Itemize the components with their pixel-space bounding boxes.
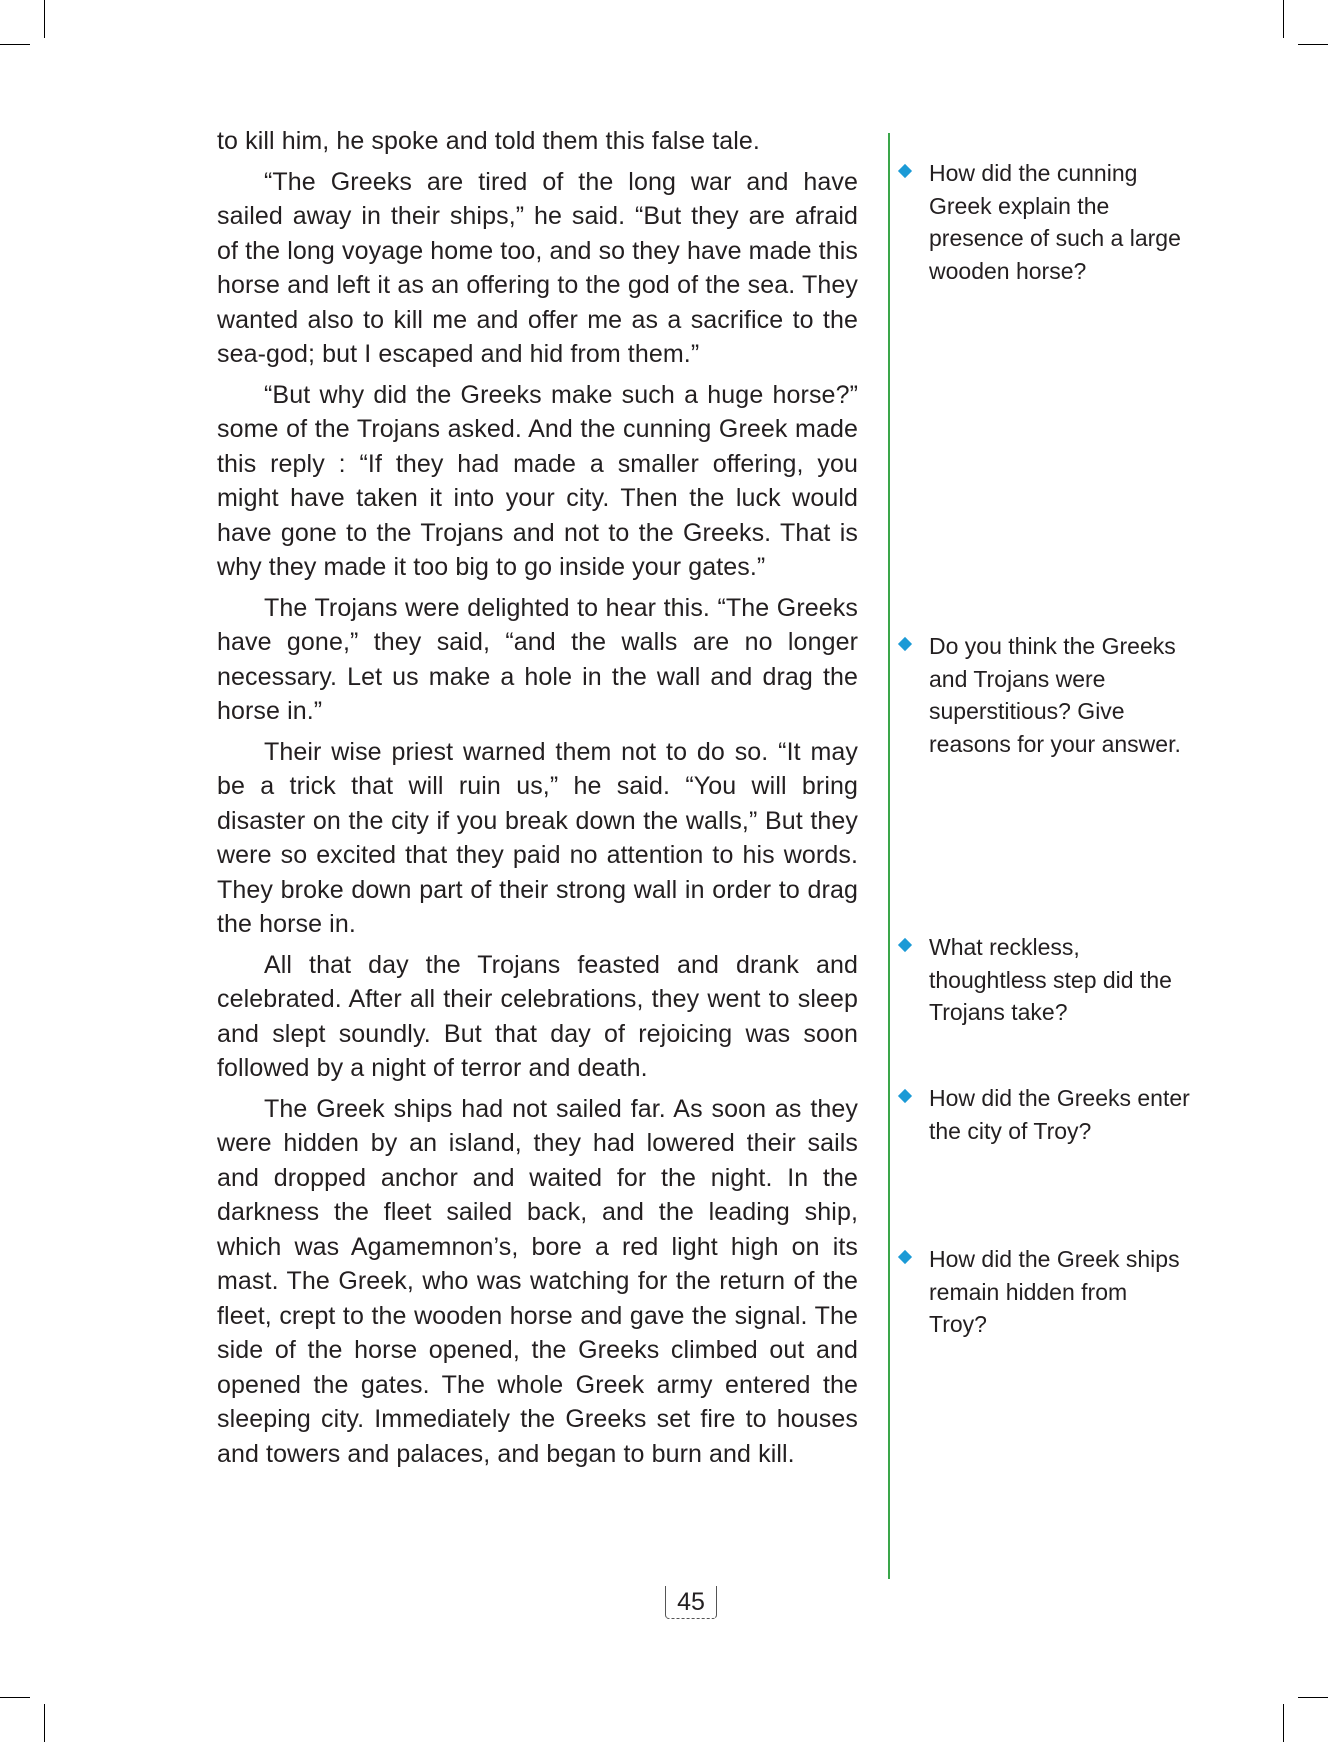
margin-question: [900, 157, 1190, 287]
crop-mark: [44, 0, 45, 38]
paragraph: “The Greeks are tired of the long war and have sailed away in their ships,” he said. “But they are afraid of the long voyage home too, and so they have made this horse and left it as an offering to the god of the sea. They wanted also to kill me and offer me as a sacrifice to the sea-god; but I escaped and hid from them.”: [217, 167, 858, 368]
crop-mark: [1298, 1697, 1328, 1698]
diamond-bullet-icon: [898, 1250, 912, 1264]
question-text: How did the Greek ships remain hidden from Troy?: [929, 1246, 1180, 1337]
crop-mark: [1298, 44, 1328, 45]
margin-question: [900, 1082, 1190, 1147]
diamond-bullet-icon: [898, 164, 912, 178]
margin-question: [900, 1243, 1190, 1341]
diamond-bullet-icon: [898, 1089, 912, 1103]
paragraph: The Trojans were delighted to hear this. “The Greeks have gone,” they said, “and the walls are no longer necessary. Let us make a hole in the wall and drag the horse in.”: [217, 593, 858, 725]
paragraph: to kill him, he spoke and told them this false tale.: [217, 127, 760, 155]
margin-rule: [888, 133, 890, 1579]
diamond-bullet-icon: [898, 938, 912, 952]
question-text: How did the Greeks enter the city of Troy?: [929, 1085, 1190, 1144]
crop-mark: [1283, 0, 1284, 38]
question-text: What reckless, thoughtless step did the Trojans take?: [929, 934, 1172, 1025]
crop-mark: [0, 44, 30, 45]
crop-mark: [1283, 1704, 1284, 1742]
story-text: [217, 124, 858, 1477]
crop-mark: [44, 1704, 45, 1742]
paragraph: “But why did the Greeks make such a huge horse?” some of the Trojans asked. And the cunning Greek made this reply : “If they had made a smaller offering, you might have taken it into your city. Then the luck would have gone to the Trojans and not to the Greeks. That is why they made it too big to go inside your gates.”: [217, 380, 858, 581]
question-text: How did the cunning Greek explain the presence of such a large wooden horse?: [929, 160, 1181, 284]
margin-question: [900, 630, 1190, 760]
paragraph: All that day the Trojans feasted and drank and celebrated. After all their celebrations, they went to sleep and slept soundly. But that day of rejoicing was soon followed by a night of terror and death.: [217, 950, 858, 1082]
crop-mark: [0, 1697, 30, 1698]
page-number: 45: [665, 1586, 717, 1619]
question-text: Do you think the Greeks and Trojans were superstitious? Give reasons for your answer.: [929, 633, 1181, 757]
diamond-bullet-icon: [898, 637, 912, 651]
margin-question: [900, 931, 1190, 1029]
paragraph: Their wise priest warned them not to do so. “It may be a trick that will ruin us,” he said. “You will bring disaster on the city if you break down the walls,” But they were so excited that they paid no attention to his words. They broke down part of their strong wall in order to drag the horse in.: [217, 737, 858, 938]
paragraph: The Greek ships had not sailed far. As soon as they were hidden by an island, they had lowered their sails and dropped anchor and waited for the night. In the darkness the fleet sailed back, and the leading ship, which was Agamemnon’s, bore a red light high on its mast. The Greek, who was watching for the return of the fleet, crept to the wooden horse and gave the signal. The side of the horse opened, the Greeks climbed out and opened the gates. The whole Greek army entered the sleeping city. Immediately the Greeks set fire to houses and towers and palaces, and began to burn and kill.: [217, 1094, 858, 1468]
